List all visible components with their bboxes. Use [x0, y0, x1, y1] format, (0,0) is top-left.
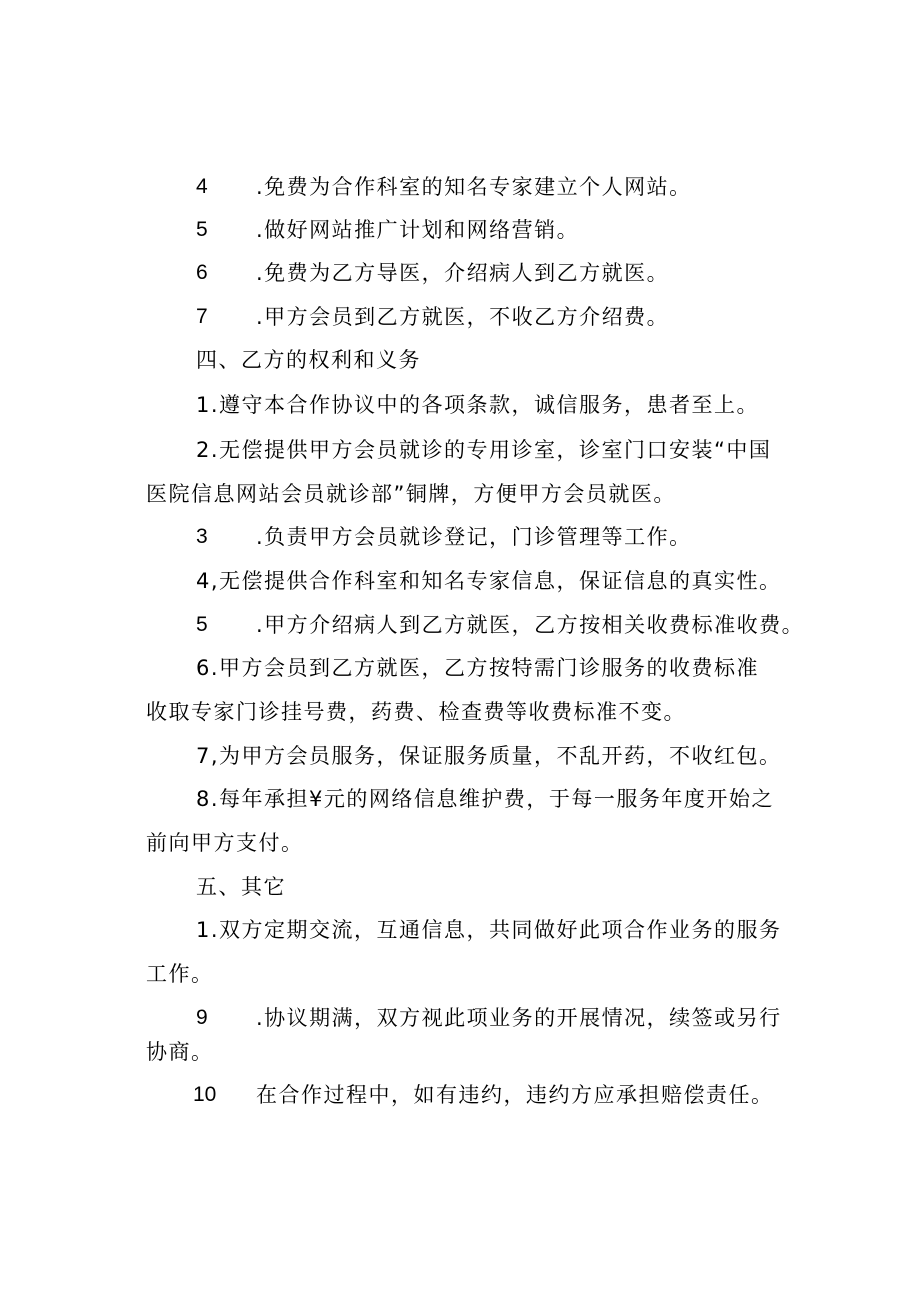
paragraph: 1.遵守本合作协议中的各项条款，诚信服务，患者至上。	[196, 393, 760, 417]
item-text: .免费为合作科室的知名专家建立个人网站。	[256, 175, 692, 199]
item-number: 4	[196, 175, 208, 198]
item-number: 9	[196, 1006, 208, 1029]
item-text: .甲方会员到乙方就医，不收乙方介绍费。	[256, 305, 670, 329]
paragraph: 8.每年承担¥元的网络信息维护费，于每一服务年度开始之	[196, 787, 774, 811]
item-text: .免费为乙方导医，介绍病人到乙方就医。	[256, 261, 670, 285]
section-heading: 五、其它	[196, 875, 286, 899]
paragraph-continuation: 收取专家门诊挂号费，药费、检查费等收费标准不变。	[146, 700, 686, 724]
paragraph: 1.双方定期交流，互通信息，共同做好此项合作业务的服务	[196, 918, 782, 942]
section-heading: 四、乙方的权利和义务	[196, 348, 421, 372]
item-text: .负责甲方会员就诊登记，门诊管理等工作。	[256, 525, 692, 549]
paragraph: 7,为甲方会员服务，保证服务质量，不乱开药，不收红包。	[196, 744, 782, 768]
item-number: 3	[196, 525, 208, 548]
item-text: .做好网站推广计划和网络营销。	[256, 218, 580, 242]
paragraph-continuation: 协商。	[146, 1040, 214, 1064]
paragraph-continuation: 前向甲方支付。	[146, 831, 304, 855]
item-number: 10	[193, 1083, 217, 1106]
paragraph: 4,无偿提供合作科室和知名专家信息，保证信息的真实性。	[196, 569, 782, 593]
item-number: 7	[196, 305, 208, 328]
item-number: 5	[196, 613, 208, 636]
item-number: 6	[196, 261, 208, 284]
item-number: 5	[196, 218, 208, 241]
paragraph-continuation: 医院信息网站会员就诊部”铜牌，方便甲方会员就医。	[146, 482, 676, 506]
item-text: .甲方介绍病人到乙方就医，乙方按相关收费标准收费。	[256, 613, 805, 637]
paragraph: 6.甲方会员到乙方就医，乙方按特需门诊服务的收费标准	[196, 656, 760, 680]
item-text: 在合作过程中，如有违约，违约方应承担赔偿责任。	[256, 1083, 774, 1107]
item-text: .协议期满，双方视此项业务的开展情况，续签或另行	[256, 1006, 782, 1030]
paragraph-continuation: 工作。	[146, 962, 214, 986]
paragraph: 2.无偿提供甲方会员就诊的专用诊室，诊室门口安装“中国	[196, 438, 772, 462]
